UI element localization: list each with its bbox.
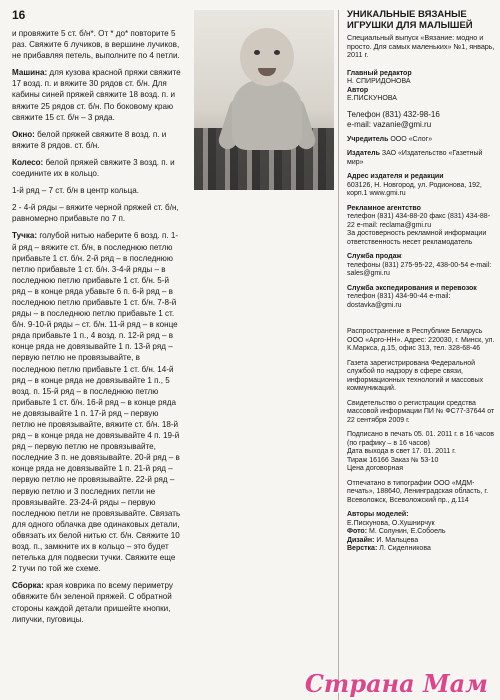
instructions-column bbox=[12, 28, 182, 631]
paragraph-car bbox=[12, 67, 182, 122]
wheel-row-1: 1-й ряд – 7 ст. б/н в центр кольца. bbox=[12, 186, 139, 196]
cloud-text: голубой нитью наберите 6 возд. п. 1-й ряд – вяжите ст. б/н, в последнюю петлю прибавьте 1 ст. б/н. 2-й ряд – в последнюю петлю прибавьте 1 ст. б/н. 3-4-й ряды – в последнюю петлю прибавьте 1 ст. б/н. 5-й ряд – в конце ряда убавьте 6 п. 6-й ряд – в последнюю петлю прибавьте 1 ст. б/н. 7-8-й ряды – в последнюю петлю прибавьте 1 ст. б/н. 9-10-й ряды – ст. б/н. 11-й ряд – в конце ряда прибавьте 1 п., 4 возд. п. 12-й ряд – в конце ряда не довязывайте 1 п. 13-й ряд – первую петлю не провязывайте, в последнюю петлю прибавьте 1 ст. б/н. 14-й ряд – в конце ряда не довязывайте 1 п., 5 возд. п. 15-й ряд – в последнюю петлю прибавьте 1 ст. б/н. 16-й ряд – в конце ряда не довязывайте 1 п. 17-й ряд – первую петлю не провязывайте, вяжите ст. б/н. 18-й ряд – в конце ряда не довязывайте 4 п. 19-й ряд – первую петлю не провязывайте, последние 3 п. не довязывайте. 20-й ряд – в конце ряда не довязывайте 1 п. 21-й ряд – первую петлю не провязывайте. 22-й ряд – первую петлю и 3 последних петли не провязывайте. 23-24-й ряды – первую последнюю петли не провязывайте. Связать для одного облачка две одинаковых детали, обвязать их белой нитью ст. б/н. Свяжите 10 возд. п., замкните их в кольцо – это будет петелька для подвески тучки. Свяжите еще 2 тучи по той же схеме. bbox=[12, 231, 181, 574]
baby-photo bbox=[194, 10, 334, 190]
wheel-heading: Колесо: bbox=[12, 157, 44, 167]
magazine-title: УНИКАЛЬНЫЕ ВЯЗАНЫЕ ИГРУШКИ ДЛЯ МАЛЫШЕЙ bbox=[347, 9, 473, 31]
publisher-block bbox=[347, 150, 497, 167]
editor-name: Н. СПИРИДОНОВА bbox=[347, 78, 411, 86]
address-block bbox=[347, 173, 497, 199]
address-heading: Адрес издателя и редакции bbox=[347, 173, 444, 181]
email-text: e-mail: vazanie@gmi.ru bbox=[347, 119, 432, 129]
site-watermark: Страна Мам bbox=[304, 669, 488, 698]
address-text: 603126, Н. Новгород, ул. Родионова, 192, корп.1 www.gmi.ru bbox=[347, 181, 482, 198]
sales-heading: Служба продаж bbox=[347, 253, 402, 261]
print-date: Подписано в печать 05. 01. 2011 г. в 16 часов (по графику – в 16 часов) bbox=[347, 431, 495, 447]
expedition-heading: Служба экспедирования и перевозок bbox=[347, 284, 477, 292]
eye-right bbox=[274, 50, 280, 55]
ad-note: За достоверность рекламной информации ответственность несет рекламодатель bbox=[347, 230, 487, 246]
expedition-text: телефон (831) 434-90-44 e-mail: dostavka@gmi.ru bbox=[347, 293, 451, 309]
car-heading: Машина: bbox=[12, 68, 48, 78]
distribution-text: Распространение в Республике Беларусь ООО «Арго-НН». Адрес: 220030, г. Минск, ул. К.Маркса, д.15, офис 313, тел. 328-68-46 bbox=[347, 328, 495, 353]
car-text: для кузова красной пряжи свяжите 17 возд. п. и вяжите 30 рядов ст. б/н. Для кабины синей пряжей свяжите 18 возд. п. и вяжите 25 рядов ст. б/н. По боковому краю свяжите 15 ст. б/н – 3 ряда. bbox=[12, 68, 181, 122]
expedition-block bbox=[347, 285, 497, 311]
price: Цена договорная bbox=[347, 465, 404, 473]
models-heading: Авторы моделей: bbox=[347, 511, 409, 519]
layout-names: Л. Сиделникова bbox=[379, 545, 431, 553]
editor-block bbox=[347, 70, 497, 104]
body-shape bbox=[232, 80, 302, 150]
design-heading: Дизайн: bbox=[347, 536, 375, 544]
founder-block bbox=[347, 136, 497, 145]
paragraph-window bbox=[12, 129, 182, 151]
release-date: Дата выхода в свет 17. 01. 2011 г. bbox=[347, 448, 456, 456]
wheel-text: белой пряжей свяжите 3 возд. п. и соедините их в кольцо. bbox=[12, 157, 175, 179]
founder-heading: Учредитель bbox=[347, 135, 389, 143]
ad-block bbox=[347, 205, 497, 248]
design-names: И. Мальцева bbox=[376, 536, 419, 544]
certificate-text: Свидетельство о регистрации средства массовой информации ПИ № ФС77-37644 от 22 сентября 2009 г. bbox=[347, 399, 495, 424]
eye-left bbox=[254, 50, 260, 55]
publisher-heading: Издатель bbox=[347, 150, 380, 158]
wheel-row-2: 2 - 4-й ряды – вяжите черной пряжей ст. б/н, равномерно прибавьте по 7 п. bbox=[12, 203, 179, 224]
magazine-subtitle: Специальный выпуск «Вязание: модно и просто. Для самых маленьких» №1, январь, 2011 г. bbox=[347, 33, 495, 60]
editor-heading: Главный редактор bbox=[347, 69, 412, 77]
window-text: белой пряжей свяжите 8 возд. п. и вяжите 8 рядов. ст. б/н. bbox=[12, 129, 167, 150]
window-heading: Окно: bbox=[12, 129, 35, 139]
page-number: 16 bbox=[12, 8, 26, 22]
printing-house: Отпечатано в типографии ООО «МДМ-печать», 188640, Ленинградская область, г. Всеволожск, Всеволожский пр., д.114 bbox=[347, 479, 489, 504]
assembly-text: края коврика по всему периметру обвяжите б/н зеленой пряжей. С обратной стороны каждой детали пришейте кнопки, липучки, пуговицы. bbox=[12, 581, 173, 624]
paragraph-cloud bbox=[12, 230, 182, 574]
photo-heading: Фото: bbox=[347, 528, 368, 536]
author-heading: Автор bbox=[347, 86, 369, 94]
phone-text: Телефон (831) 432-98-16 bbox=[347, 109, 440, 119]
registration-text: Газета зарегистрирована Федеральной службой по надзору в сфере связи, информационных технологий и массовых коммуникаций. bbox=[347, 359, 484, 393]
paragraph-assembly bbox=[12, 580, 182, 624]
contact-block bbox=[347, 110, 497, 130]
assembly-heading: Сборка: bbox=[12, 581, 44, 591]
publisher-name: ЗАО «Издательство «Газетный мир» bbox=[347, 150, 483, 166]
paragraph-intro: и провяжите 5 ст. б/н*. От * до* повторите 5 раз. Свяжите 6 лучиков, в вершине лучиков, не прибавляя петель, выполните по 4 петли. bbox=[12, 29, 180, 61]
photo-names: М. Солунин, Е.Собоель bbox=[368, 528, 446, 536]
circulation: Тираж 16166 Заказ № 53-10 bbox=[347, 456, 439, 464]
sales-block bbox=[347, 253, 497, 279]
cloud-heading: Тучка: bbox=[12, 231, 38, 241]
ad-text: телефон (831) 434-88-20 факс (831) 434-88-22 e-mail: reclama@gmi.ru bbox=[347, 213, 491, 229]
layout-heading: Верстка: bbox=[347, 545, 378, 553]
author-name: Е.ПИСКУНОВА bbox=[347, 95, 397, 103]
head-shape bbox=[240, 28, 294, 86]
credits-block bbox=[347, 511, 497, 554]
models-names: Е.Пискунова, О.Хушнирчук bbox=[347, 519, 435, 527]
ad-heading: Рекламное агентство bbox=[347, 204, 421, 212]
founder-name: ООО «Слог» bbox=[390, 135, 433, 143]
sales-text: телефоны (831) 275-95-22, 438-00-54 e-mail: sales@gmi.ru bbox=[347, 261, 492, 278]
imprint-sidebar bbox=[338, 10, 497, 700]
paragraph-wheel bbox=[12, 157, 182, 179]
